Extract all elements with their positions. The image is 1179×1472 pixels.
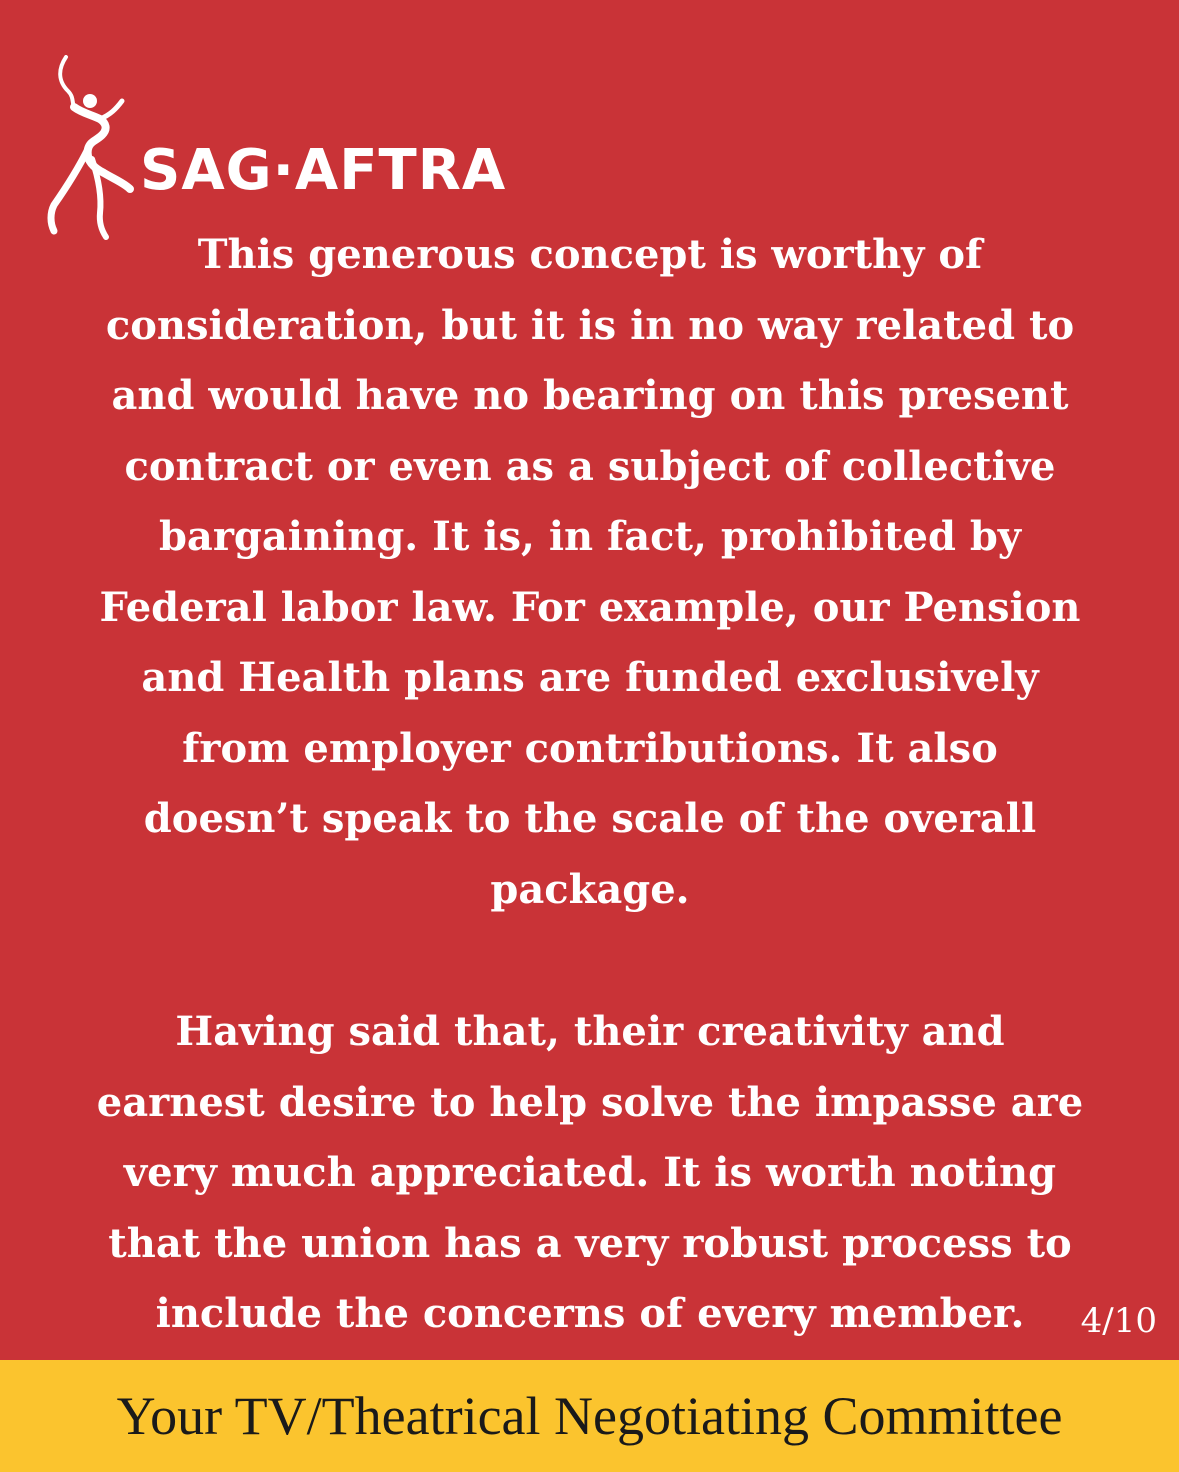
logo-wordmark: SAG·AFTRA (140, 138, 507, 203)
footer-signature: Your TV/Theatrical Negotiating Committee (116, 1386, 1063, 1446)
footer-banner (0, 1360, 1179, 1472)
paragraph-1: This generous concept is worthy of consideration, but it is in no way related to and would have no bearing on this present contract or even as a subject of collective bargaining. It is, in fact, prohibited by Federal labor law. For example, our Pension and Health plans are funded exclusively from employer contributions. It also doesn’t speak to the scale of the overall package. (99, 231, 1081, 913)
page-indicator: 4/10 (1080, 1301, 1157, 1341)
paragraph-2: Having said that, their creativity and earnest desire to help solve the impasse are very much appreciated. It is worth noting that the union has a very robust process to include the concerns of every member. (96, 1008, 1084, 1337)
